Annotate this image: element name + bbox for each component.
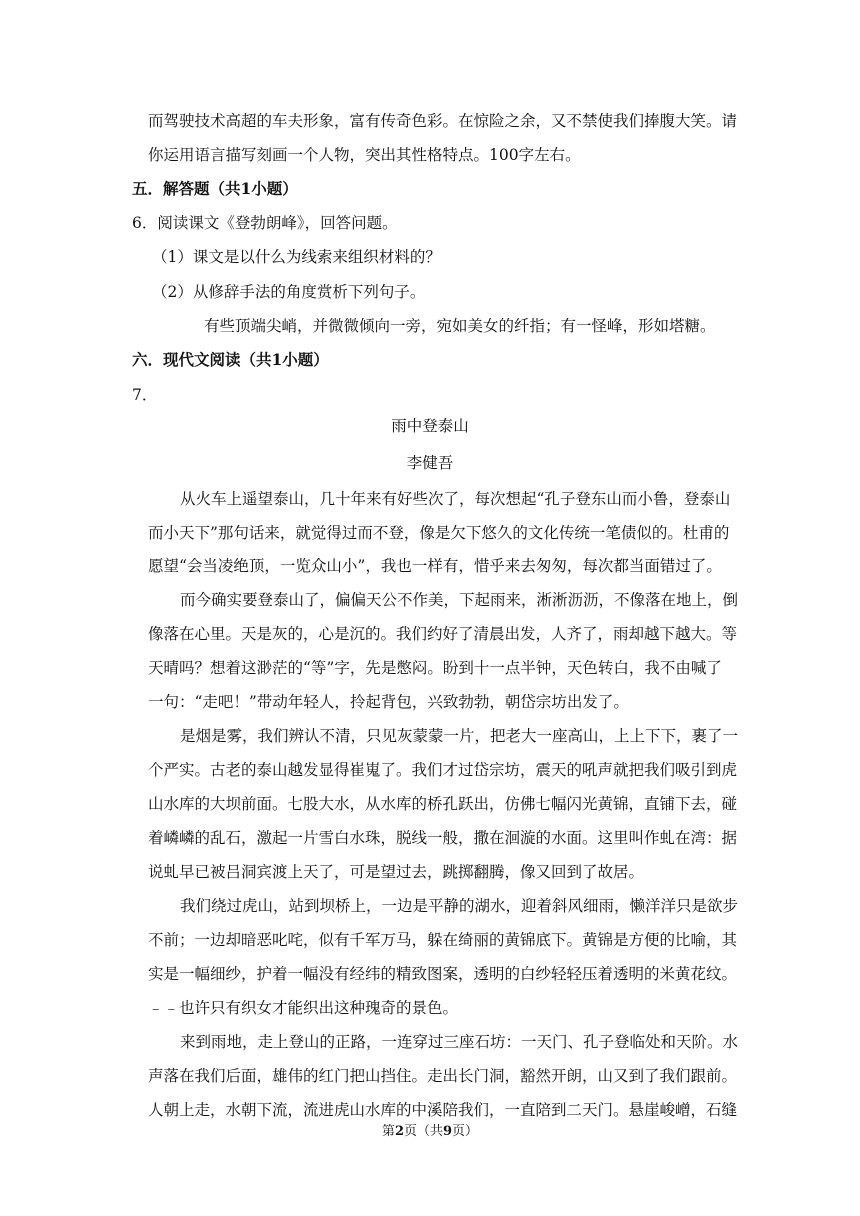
sub-question: （2）从修辞手法的角度赏析下列句子。 xyxy=(152,283,426,301)
quoted-sentence: 有些顶端尖峭，并微微倾向一旁，宛如美女的纤指；有一怪峰，形如塔糖。 xyxy=(204,317,716,335)
paragraph-line: 是烟是雾，我们辨认不清，只见灰蒙蒙一片，把老大一座高山，上上下下，裹了一 xyxy=(180,727,739,745)
paragraph-line: 我们绕过虎山，站到坝桥上，一边是平静的湖水，迎着斜风细雨，懒洋洋只是欲步 xyxy=(180,897,739,915)
page-footer xyxy=(0,1121,860,1143)
footer-prefix: 第 xyxy=(381,1124,395,1139)
paragraph-line: 山水库的大坝前面。七股大水，从水库的桥孔跃出，仿佛七幅闪光黄锦，直铺下去，碰 xyxy=(148,795,738,813)
paragraph-line: 从火车上遥望泰山，几十年来有好些次了，每次想起“孔子登东山而小鲁，登泰山 xyxy=(180,490,731,508)
paragraph-line: 个严实。古老的泰山越发显得崔嵬了。我们才过岱宗坊，震天的吼声就把我们吸引到虎 xyxy=(148,761,738,779)
paragraph-line: 而今确实要登泰山了，偏偏天公不作美，下起雨来，淅淅沥沥，不像落在地上，倒 xyxy=(180,591,739,609)
section-heading: 五．解答题（共1小题） xyxy=(132,179,298,198)
paragraph-line: 像落在心里。天是灰的，心是沉的。我们约好了清晨出发，人齐了，雨却越下越大。等 xyxy=(148,625,738,643)
paragraph-line: 一句：“走吧！”带动年轻人，拎起背包，兴致勃勃，朝岱宗坊出发了。 xyxy=(148,693,629,711)
paragraph-line: 愿望“会当凌绝顶，一览众山小”，我也一样有，惜乎来去匆匆，每次都当面错过了。 xyxy=(148,557,722,575)
footer-total-pages: 9 xyxy=(443,1124,453,1139)
paragraph-line: 实是一幅细纱，护着一幅没有经纬的精致图案，透明的白纱轻轻压着透明的米黄花纹。 xyxy=(148,965,738,983)
paragraph-line: 你运用语言描写刻画一个人物，突出其性格特点。100字左右。 xyxy=(148,146,581,164)
sub-question: （1）课文是以什么为线索来组织材料的？ xyxy=(152,248,441,266)
paragraph-line: 而小天下”那句话来，就觉得过而不登，像是欠下悠久的文化传统一笔债似的。杜甫的 xyxy=(148,524,730,542)
paragraph-line: 声落在我们后面，雄伟的红门把山挡住。走出长门洞，豁然开朗，山又到了我们跟前。 xyxy=(148,1067,738,1085)
section-heading: 六．现代文阅读（共1小题） xyxy=(132,350,329,369)
paragraph-line: 说虬早已被吕洞宾渡上天了，可是望过去，跳掷翻腾，像又回到了故居。 xyxy=(148,863,645,881)
question-number: 7． xyxy=(132,386,158,404)
paragraph-line: 来到雨地，走上登山的正路，一连穿过三座石坊：一天门、孔子登临处和天阶。水 xyxy=(180,1033,739,1051)
article-author: 李健吾 xyxy=(406,454,454,472)
article-title: 雨中登泰山 xyxy=(391,417,469,435)
paragraph-line: 人朝上走，水朝下流，流进虎山水库的中溪陪我们，一直陪到二天门。悬崖峻嶒，石缝 xyxy=(148,1101,738,1119)
footer-suffix: 页） xyxy=(452,1124,479,1139)
footer-page-number: 2 xyxy=(394,1124,404,1139)
footer-middle: 页（共 xyxy=(403,1124,443,1139)
paragraph-line: 不前；一边却暗恶叱咤，似有千军万马，躲在绮丽的黄锦底下。黄锦是方便的比喻，其 xyxy=(148,931,738,949)
question-text: 6．阅读课文《登勃朗峰》，回答问题。 xyxy=(132,214,398,232)
paragraph-line: 而驾驶技术高超的车夫形象，富有传奇色彩。在惊险之余，又不禁使我们捧腹大笑。请 xyxy=(148,112,738,130)
paragraph-line: 天晴吗？想着这渺茫的“等”字，先是憋闷。盼到十一点半钟，天色转白，我不由喊了 xyxy=(148,659,722,677)
paragraph-line: ﹣﹣也许只有织女才能织出这种瑰奇的景色。 xyxy=(148,999,459,1017)
paragraph-line: 着嶙嶙的乱石，激起一片雪白水珠，脱线一般，撒在洄漩的水面。这里叫作虬在湾：据 xyxy=(148,829,738,847)
